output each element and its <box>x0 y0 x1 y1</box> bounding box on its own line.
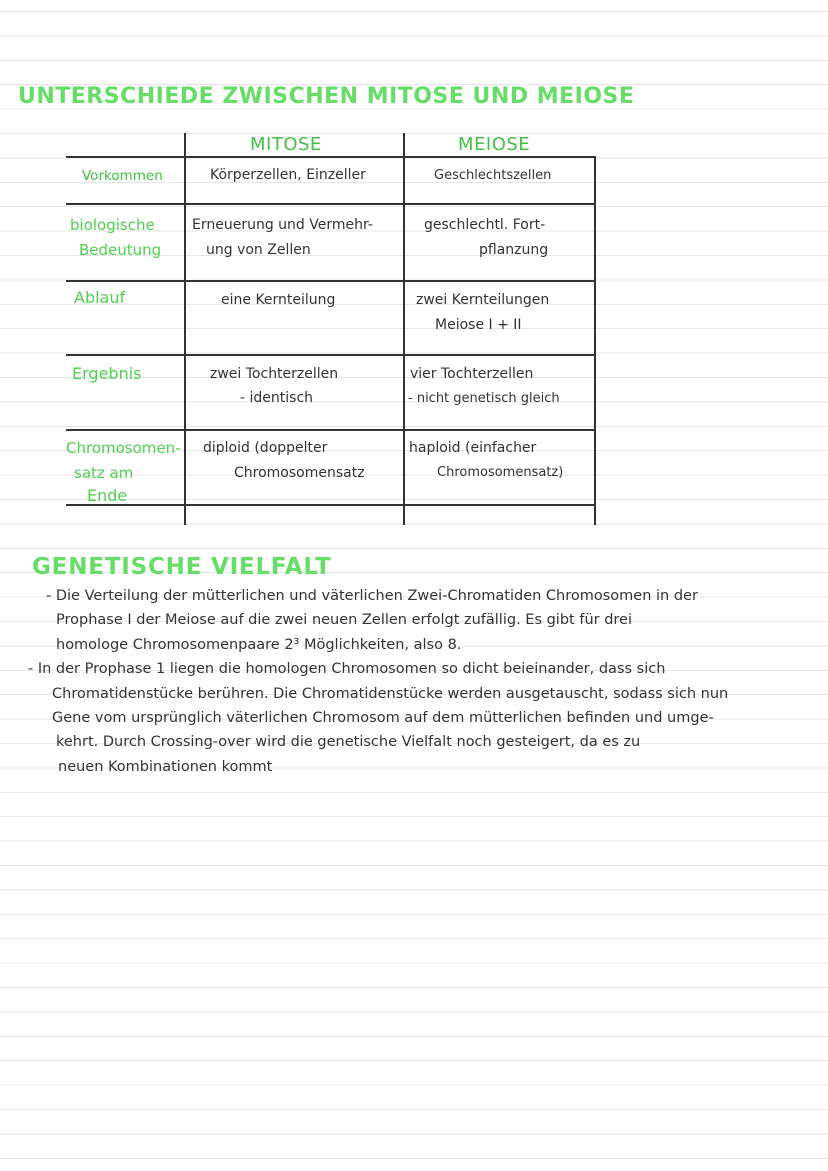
row-label-chromosomensatz-2: satz am <box>74 464 134 482</box>
row-label-ergebnis: Ergebnis <box>72 364 142 383</box>
row-label-vorkommen: Vorkommen <box>82 168 163 184</box>
table-hline-1 <box>66 156 595 158</box>
row-label-ablauf: Ablauf <box>74 288 126 307</box>
text-line: homologe Chromosomenpaare 2³ Möglichkeiten, also 8. <box>56 636 462 653</box>
meiose-bedeutung-1: geschlechtl. Fort- <box>424 217 546 233</box>
mitose-ergebnis-2: - identisch <box>240 390 314 406</box>
mitose-chromosomensatz-2: Chromosomensatz <box>234 465 365 481</box>
column-header-mitose: MITOSE <box>250 134 322 155</box>
text-line: - In der Prophase 1 liegen die homologen Chromosomen so dicht beieinander, dass sich <box>28 661 666 678</box>
mitose-bedeutung-2: ung von Zellen <box>206 242 311 258</box>
table-hline-4 <box>66 354 595 356</box>
text-line: - Die Verteilung der mütterlichen und väterlichen Zwei-Chromatiden Chromosomen in der <box>46 588 698 604</box>
meiose-ergebnis-1: vier Tochterzellen <box>410 366 534 382</box>
mitose-ergebnis-1: zwei Tochterzellen <box>210 366 339 382</box>
mitose-ablauf: eine Kernteilung <box>221 292 336 308</box>
row-label-bedeutung-2: Bedeutung <box>79 241 162 259</box>
table-vline-2 <box>403 133 405 525</box>
column-header-meiose: MEIOSE <box>458 134 531 155</box>
table-hline-2 <box>66 203 595 205</box>
meiose-chromosomensatz-1: haploid (einfacher <box>409 440 537 456</box>
meiose-ablauf-2: Meiose I + II <box>435 317 522 333</box>
meiose-chromosomensatz-2: Chromosomensatz) <box>437 465 564 480</box>
mitose-chromosomensatz-1: diploid (doppelter <box>203 440 328 456</box>
meiose-ergebnis-2: - nicht genetisch gleich <box>408 391 560 406</box>
table-hline-6 <box>66 504 595 506</box>
row-label-bedeutung-1: biologische <box>70 216 155 234</box>
table-hline-3 <box>66 280 595 282</box>
table-vline-3 <box>594 156 596 525</box>
table-hline-5 <box>66 429 595 431</box>
table-vline-1 <box>184 133 186 525</box>
meiose-bedeutung-2: pflanzung <box>479 242 549 258</box>
row-label-chromosomensatz-1: Chromosomen- <box>66 439 181 457</box>
meiose-vorkommen: Geschlechtszellen <box>434 168 552 183</box>
text-line: Prophase I der Meiose auf die zwei neuen Zellen erfolgt zufällig. Es gibt für drei <box>56 612 632 629</box>
meiose-ablauf-1: zwei Kernteilungen <box>416 292 550 308</box>
text-line: Gene vom ursprünglich väterlichen Chromosom auf dem mütterlichen befinden und umge- <box>52 710 714 727</box>
mitose-bedeutung-1: Erneuerung und Vermehr- <box>192 217 373 233</box>
text-line: Chromatidenstücke berühren. Die Chromatidenstücke werden ausgetauscht, sodass sich nun <box>52 685 729 702</box>
mitose-vorkommen: Körperzellen, Einzeller <box>210 167 366 183</box>
genetic-diversity-text <box>28 584 806 779</box>
row-label-chromosomensatz-3: Ende <box>87 486 128 505</box>
section-title-genetische-vielfalt: GENETISCHE VIELFALT <box>32 554 332 580</box>
text-line: neuen Kombinationen kommt <box>58 758 273 775</box>
page-title: UNTERSCHIEDE ZWISCHEN MITOSE UND MEIOSE <box>18 84 635 109</box>
text-line: kehrt. Durch Crossing-over wird die genetische Vielfalt noch gesteigert, da es zu <box>56 734 641 751</box>
